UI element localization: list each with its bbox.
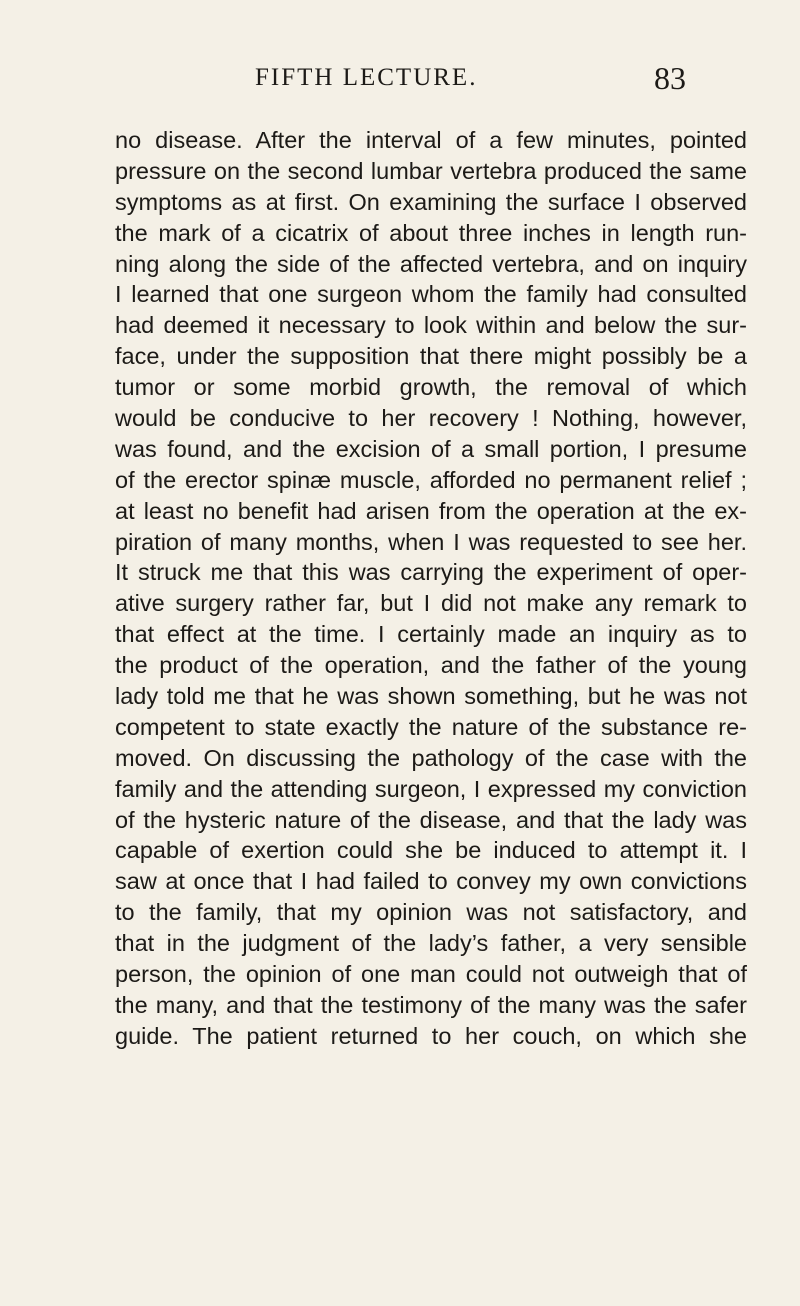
text-line: no disease. After the interval of a few minutes, pointed [115, 127, 747, 153]
text-line: to the family, that my opinion was not satisfactory, and [115, 899, 747, 926]
text-line: at least no benefit had arisen from the operation at the ex- [115, 497, 747, 524]
running-head [0, 58, 800, 108]
text-line: symptoms as at first. On examining the surface I observed [115, 188, 747, 215]
text-line: moved. On discussing the pathology of the case with the [115, 744, 747, 771]
lecture-title: FIFTH LECTURE. [255, 64, 478, 91]
text-line: the many, and that the testimony of the many was the safer [115, 991, 747, 1018]
text-line: of the hysteric nature of the disease, and that the lady was [115, 806, 747, 833]
text-line: competent to state exactly the nature of the substance re- [115, 713, 747, 740]
text-line: had deemed it necessary to look within and below the sur- [115, 312, 747, 339]
text-line: the product of the operation, and the father of the young [115, 652, 747, 679]
page-number: 83 [654, 60, 686, 96]
text-line: tumor or some morbid growth, the removal of which [115, 374, 747, 401]
body-text [115, 125, 747, 1052]
text-line: capable of exertion could she be induced to attempt it. I [115, 837, 747, 864]
text-line: the mark of a cicatrix of about three inches in length run- [115, 219, 747, 246]
text-line: piration of many months, when I was requested to see her. [115, 528, 747, 555]
text-line: family and the attending surgeon, I expressed my conviction [115, 775, 747, 802]
text-line: I learned that one surgeon whom the family had consulted [115, 281, 747, 308]
text-line: would be conducive to her recovery ! Nothing, however, [115, 405, 747, 432]
text-line: guide. The patient returned to her couch, on which she [115, 1022, 747, 1049]
text-line: ative surgery rather far, but I did not make any remark to [115, 590, 747, 617]
text-line: face, under the supposition that there might possibly be a [115, 343, 747, 370]
text-line: pressure on the second lumbar vertebra produced the same [115, 157, 747, 184]
text-line: that in the judgment of the lady’s father, a very sensible [115, 930, 747, 957]
text-line: was found, and the excision of a small portion, I presume [115, 435, 747, 462]
text-line: It struck me that this was carrying the experiment of oper- [115, 559, 747, 586]
text-line: saw at once that I had failed to convey my own convictions [115, 868, 747, 895]
text-line: person, the opinion of one man could not outweigh that of [115, 961, 747, 988]
text-line: lady told me that he was shown something, but he was not [115, 683, 747, 710]
text-line: of the erector spinæ muscle, afforded no permanent relief ; [115, 466, 747, 493]
text-line: ning along the side of the affected vertebra, and on inquiry [115, 250, 747, 277]
text-line: that effect at the time. I certainly made an inquiry as to [115, 621, 747, 648]
